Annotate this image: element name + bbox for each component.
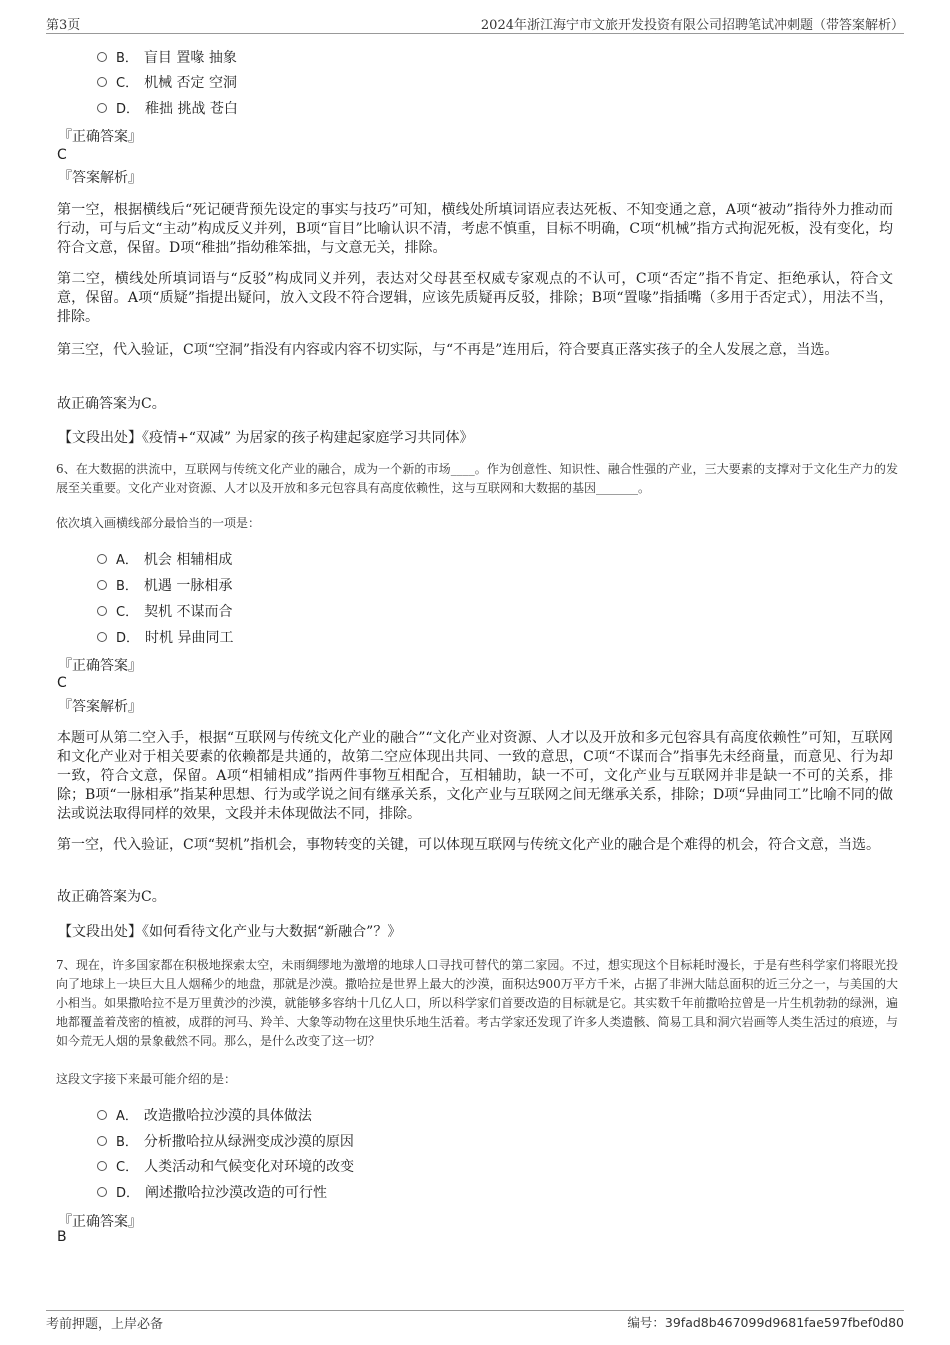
- q7-prompt: 这段文字接下来最可能介绍的是：: [56, 1072, 237, 1086]
- q5-option-c[interactable]: C． 机械 否定 空洞: [97, 72, 237, 94]
- q5-option-b[interactable]: B． 盲目 置喙 抽象: [97, 47, 237, 69]
- header-divider: [46, 33, 904, 34]
- q6-option-d[interactable]: D． 时机 异曲同工: [97, 627, 233, 649]
- q6-correct-label: 『正确答案』: [58, 658, 142, 674]
- radio-icon[interactable]: [97, 77, 107, 87]
- radio-icon[interactable]: [97, 1110, 107, 1120]
- q6-analysis-label: 『答案解析』: [58, 699, 142, 715]
- radio-icon[interactable]: [97, 1161, 107, 1171]
- footer-id: 编号：39fad8b467099d9681fae597fbef0d80: [627, 1315, 904, 1330]
- q6-analysis-p3: 故正确答案为C。: [57, 889, 166, 905]
- q5-option-d[interactable]: D． 稚拙 挑战 苍白: [97, 98, 238, 120]
- q6-stem: 6、在大数据的洪流中，互联网与传统文化产业的融合，成为一个新的市场____。作为创意性、知识性、融合性强的产业，三大要素的支撑对于文化生产力的发展至关重要。文化产业对资源、人才以及开放和多元包容具有高度依赖性，这与互联网和大数据的基因_______。: [56, 462, 898, 495]
- q5-analysis-p3: 第三空，代入验证，C项“空洞”指没有内容或内容不切实际，与“不再是”连用后，符合要真正落实孩子的全人发展之意，当选。: [57, 342, 839, 358]
- q7-stem: 7、现在，许多国家都在积极地探索太空，未雨绸缪地为激增的地球人口寻找可替代的第二家园。不过，想实现这个目标耗时漫长，于是有些科学家们将眼光投向了地球上一块巨大且人烟稀少的地盘，那就是沙漠。撒哈拉是世界上最大的沙漠，面积达900万平方千米，占据了非洲大陆总面积的近三分之一，与美国的大小相当。如果撒哈拉不是万里黄沙的沙漠，就能够多容纳十几亿人口，所以科学家们首要改造的目标就是它。其实数千年前撒哈拉曾是一片生机勃勃的绿洲，遍地都覆盖着茂密的植被，成群的河马、羚羊、大象等动物在这里快乐地生活着。考古学家还发现了许多人类遗骸、简易工具和洞穴岩画等人类生活过的痕迹，与如今荒无人烟的景象截然不同。那么，是什么改变了这一切？: [56, 958, 898, 1048]
- q6-option-c[interactable]: C． 契机 不谋而合: [97, 601, 233, 623]
- page-number: 第3页: [46, 18, 81, 33]
- q5-analysis-label: 『答案解析』: [58, 170, 142, 186]
- q7-option-a[interactable]: A． 改造撒哈拉沙漠的具体做法: [97, 1105, 312, 1127]
- q6-option-b[interactable]: B． 机遇 一脉相承: [97, 575, 232, 597]
- radio-icon[interactable]: [97, 103, 107, 113]
- page-header: [46, 14, 904, 32]
- q7-correct-label: 『正确答案』: [58, 1214, 142, 1230]
- q5-analysis-p1: 第一空，根据横线后“死记硬背预先设定的事实与技巧”可知，横线处所填词语应表达死板、不知变通之意，A项“被动”指待外力推动而行动，可与后文“主动”构成反义并列，B项“盲目”比喻认识不清，考虑不慎重，目标不明确，C项“机械”指方式拘泥死板，没有变化，均符合文意，保留。D项“稚拙”指幼稚笨拙，与文意无关，排除。: [57, 202, 893, 256]
- footer-divider: [46, 1310, 904, 1311]
- q5-correct-label: 『正确答案』: [58, 129, 142, 145]
- radio-icon[interactable]: [97, 606, 107, 616]
- q6-option-a[interactable]: A． 机会 相辅相成: [97, 549, 232, 571]
- footer-slogan: 考前押题，上岸必备: [46, 1317, 164, 1332]
- radio-icon[interactable]: [97, 554, 107, 564]
- radio-icon[interactable]: [97, 1187, 107, 1197]
- q6-analysis-p1: 本题可从第二空入手，根据“互联网与传统文化产业的融合”“文化产业对资源、人才以及开放和多元包容具有高度依赖性”可知，互联网和文化产业对于相关要素的依赖都是共通的，故第二空应体现出共同、一致的意思，C项“不谋而合”指事先未经商量，而意见、行为却一致，符合文意，保留。A项“相辅相成”指两件事物互相配合，互相辅助，缺一不可，文化产业与互联网并非是缺一不可的关系，排除；B项“一脉相承”指某种思想、行为或学说之间有继承关系，文化产业与互联网之间无继承关系，排除；D项“异曲同工”比喻不同的做法或说法取得同样的效果，文段并未体现做法不同，排除。: [57, 730, 893, 822]
- radio-icon[interactable]: [97, 52, 107, 62]
- q5-analysis-p2: 第二空，横线处所填词语与“反驳”构成同义并列，表达对父母甚至权威专家观点的不认可，C项“否定”指不肯定、拒绝承认，符合文意，保留。A项“质疑”指提出疑问，放入文段不符合逻辑，应该先质疑再反驳，排除；B项“置喙”指插嘴（多用于否定式），用法不当，排除。: [57, 271, 893, 325]
- q6-source: 【文段出处】《如何看待文化产业与大数据“新融合”？》: [58, 924, 402, 940]
- q6-prompt: 依次填入画横线部分最恰当的一项是：: [56, 516, 261, 530]
- q7-answer: B: [57, 1229, 67, 1245]
- radio-icon[interactable]: [97, 632, 107, 642]
- q7-option-d[interactable]: D． 阐述撒哈拉沙漠改造的可行性: [97, 1182, 327, 1204]
- q5-analysis-p4: 故正确答案为C。: [57, 396, 166, 412]
- q6-answer: C: [57, 675, 67, 691]
- q5-source: 【文段出处】《疫情+“双减” 为居家的孩子构建起家庭学习共同体》: [58, 430, 474, 446]
- q7-option-b[interactable]: B． 分析撒哈拉从绿洲变成沙漠的原因: [97, 1131, 354, 1153]
- q6-analysis-p2: 第一空，代入验证，C项“契机”指机会，事物转变的关键，可以体现互联网与传统文化产业的融合是个难得的机会，符合文意，当选。: [57, 837, 881, 853]
- q5-answer: C: [57, 147, 67, 163]
- q7-option-c[interactable]: C． 人类活动和气候变化对环境的改变: [97, 1156, 354, 1178]
- radio-icon[interactable]: [97, 1136, 107, 1146]
- radio-icon[interactable]: [97, 580, 107, 590]
- document-title: 2024年浙江海宁市文旅开发投资有限公司招聘笔试冲刺题（带答案解析）: [480, 18, 904, 33]
